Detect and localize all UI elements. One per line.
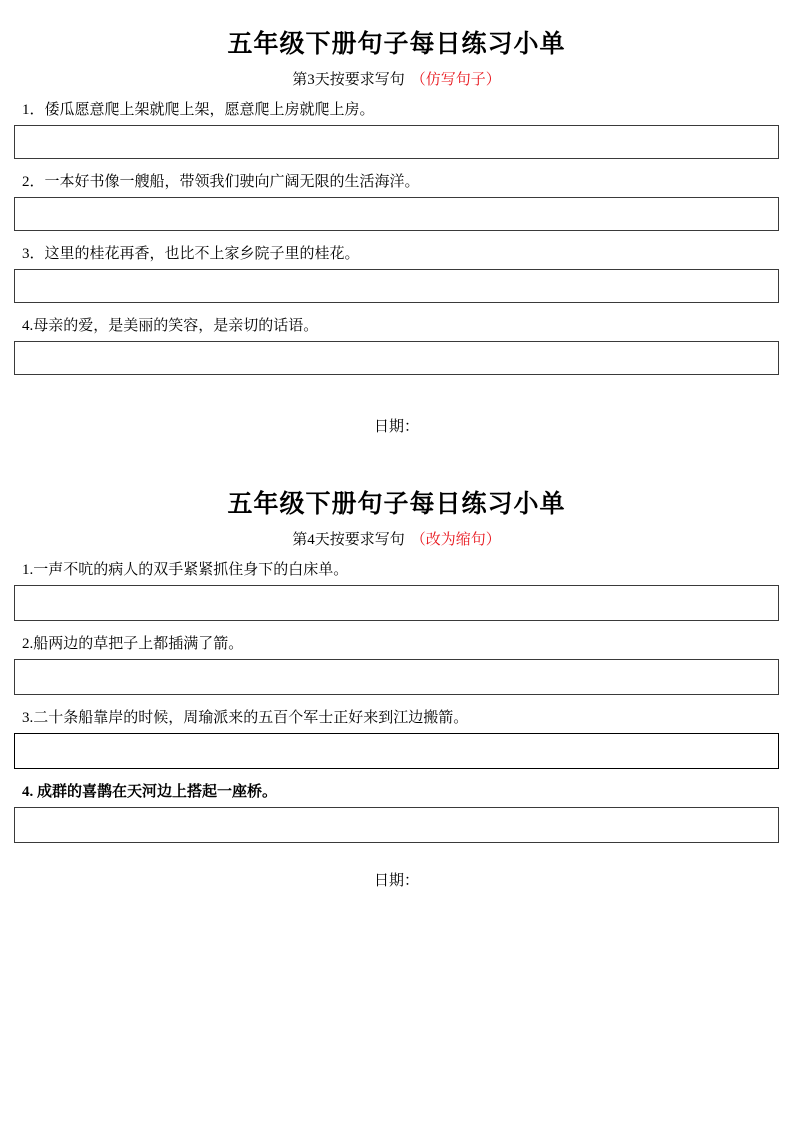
question-text: 1.一声不吭的病人的双手紧紧抓住身下的白床单。 [22,562,349,578]
subtitle-main-day4: 第4天按要求写句 [292,532,405,548]
page-title-day3: 五年级下册句子每日练习小单 [227,31,566,58]
answer-box[interactable] [14,197,779,231]
subtitle-accent-day3: （仿写句子） [410,72,501,88]
answer-box[interactable] [14,269,779,303]
answer-box[interactable] [14,659,779,695]
section-spacer [14,436,779,474]
subtitle-day3 [14,68,779,89]
question-text: 4.母亲的爱，是美丽的笑容，是亲切的话语。 [22,318,319,334]
date-label: 日期： [373,873,419,889]
question-text: 4. 成群的喜鹊在天河边上搭起一座桥。 [22,784,278,800]
date-row-day4 [14,869,779,890]
answer-box[interactable] [14,733,779,769]
subtitle-accent-day4: （改为缩句） [410,532,501,548]
subtitle-main-day3: 第3天按要求写句 [292,72,405,88]
question-text: 2．一本好书像一艘船，带领我们驶向广阔无限的生活海洋。 [22,174,420,190]
question-text: 3．这里的桂花再香，也比不上家乡院子里的桂花。 [22,246,360,262]
question-text: 3.二十条船靠岸的时候，周瑜派来的五百个军士正好来到江边搬箭。 [22,710,469,726]
subtitle-day4 [14,528,779,549]
date-label: 日期： [373,419,419,435]
answer-box[interactable] [14,807,779,843]
date-row-day3 [14,415,779,436]
answer-box[interactable] [14,341,779,375]
worksheet-section-day4 [14,484,779,890]
answer-box[interactable] [14,585,779,621]
question-text: 2.船两边的草把子上都插满了箭。 [22,636,244,652]
answer-box[interactable] [14,125,779,159]
page-title-day4: 五年级下册句子每日练习小单 [227,491,566,518]
question-text: 1．倭瓜愿意爬上架就爬上架，愿意爬上房就爬上房。 [22,102,375,118]
worksheet-section-day3 [14,24,779,436]
